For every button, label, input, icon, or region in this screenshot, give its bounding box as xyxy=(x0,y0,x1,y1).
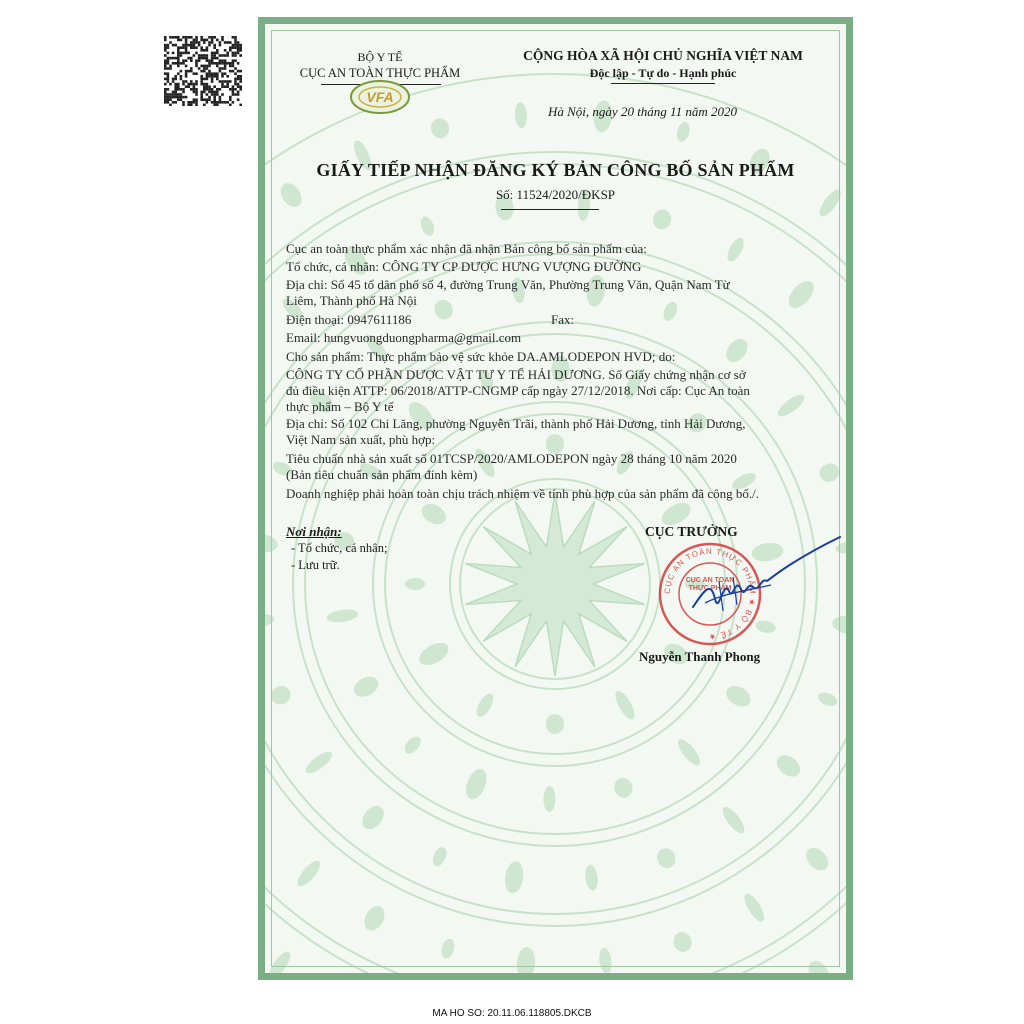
certificate-page xyxy=(258,17,853,980)
qr-code-image xyxy=(164,36,242,106)
agency-name: CỤC AN TOÀN THỰC PHẨM xyxy=(299,66,461,80)
vfa-logo xyxy=(349,79,411,115)
body-line: Liêm, Thành phố Hà Nội xyxy=(286,293,417,308)
svg-text:VFA: VFA xyxy=(366,89,394,105)
ministry-name: BỘ Y TẾ xyxy=(357,50,403,64)
phone-line: Điện thoại: 0947611186 xyxy=(286,312,412,327)
body-line: Địa chỉ: Số 45 tổ dân phố số 4, đường Trung Văn, Phường Trung Văn, Quận Nam Từ xyxy=(286,277,730,292)
body-line: Tiêu chuẩn nhà sản xuất số 01TCSP/2020/AMLODEPON ngày 28 tháng 10 năm 2020 xyxy=(286,451,737,466)
signer-title: CỤC TRƯỞNG xyxy=(645,524,738,539)
email-line: Email: hungvuongduongpharma@gmail.com xyxy=(286,330,522,345)
document-number: Số: 11524/2020/ĐKSP xyxy=(495,187,616,202)
body-line: Cho sản phẩm: Thực phẩm bảo vệ sức khỏe DA.AMLODEPON HVD; do: xyxy=(286,349,676,364)
body-line: Địa chỉ: Số 102 Chi Lăng, phường Nguyễn Trãi, thành phố Hải Dương, tỉnh Hải Dương, xyxy=(286,416,746,431)
body-line: Việt Nam sản xuất, phù hợp: xyxy=(286,432,436,447)
handwritten-signature xyxy=(675,529,845,629)
file-code-footer: MA HO SO: 20.11.06.118805.DKCB xyxy=(432,1008,592,1019)
issue-date: Hà Nội, ngày 20 tháng 11 năm 2020 xyxy=(548,104,737,119)
body-line: CÔNG TY CỔ PHẦN DƯỢC VẬT TƯ Y TẾ HẢI DƯƠNG. Số Giấy chứng nhận cơ sở xyxy=(286,367,746,382)
body-line: thực phẩm – Bộ Y tế xyxy=(286,399,394,414)
svg-text:CỤC AN TOÀN THỰC PHẨM ★ BỘ Y T: CỤC AN TOÀN THỰC PHẨM ★ BỘ Y TẾ ★ xyxy=(662,546,758,642)
recipients-heading: Nơi nhận: xyxy=(286,524,342,539)
motto: Độc lập - Tự do - Hạnh phúc xyxy=(589,66,737,80)
recipient-item: - Lưu trữ. xyxy=(291,558,340,572)
body-line: Cục an toàn thực phẩm xác nhận đã nhận Bản công bố sản phẩm của: xyxy=(286,241,647,256)
stamp-center-text: CỤC AN TOÀN THỰC PHẨM xyxy=(685,577,735,593)
document-title: GIẤY TIẾP NHẬN ĐĂNG KÝ BẢN CÔNG BỐ SẢN PHẨM xyxy=(316,160,795,180)
body-line: đủ điều kiện ATTP: 06/2018/ATTP-CNGMP cấp ngày 27/12/2018. Nơi cấp: Cục An toàn xyxy=(286,383,750,398)
country-name: CỘNG HÒA XÃ HỘI CHỦ NGHĨA VIỆT NAM xyxy=(523,48,803,63)
recipient-item: - Tổ chức, cá nhân; xyxy=(291,541,388,555)
body-line: (Bản tiêu chuẩn sản phẩm đính kèm) xyxy=(286,467,478,482)
body-line: Tổ chức, cá nhân: CÔNG TY CP DƯỢC HƯNG VƯỢNG ĐƯỜNG xyxy=(286,259,642,274)
fax-line: Fax: xyxy=(551,312,575,327)
body-line: Doanh nghiệp phải hoàn toàn chịu trách nhiệm về tính phù hợp của sản phẩm đã công bố./. xyxy=(286,486,759,501)
signer-name: Nguyễn Thanh Phong xyxy=(639,649,761,664)
